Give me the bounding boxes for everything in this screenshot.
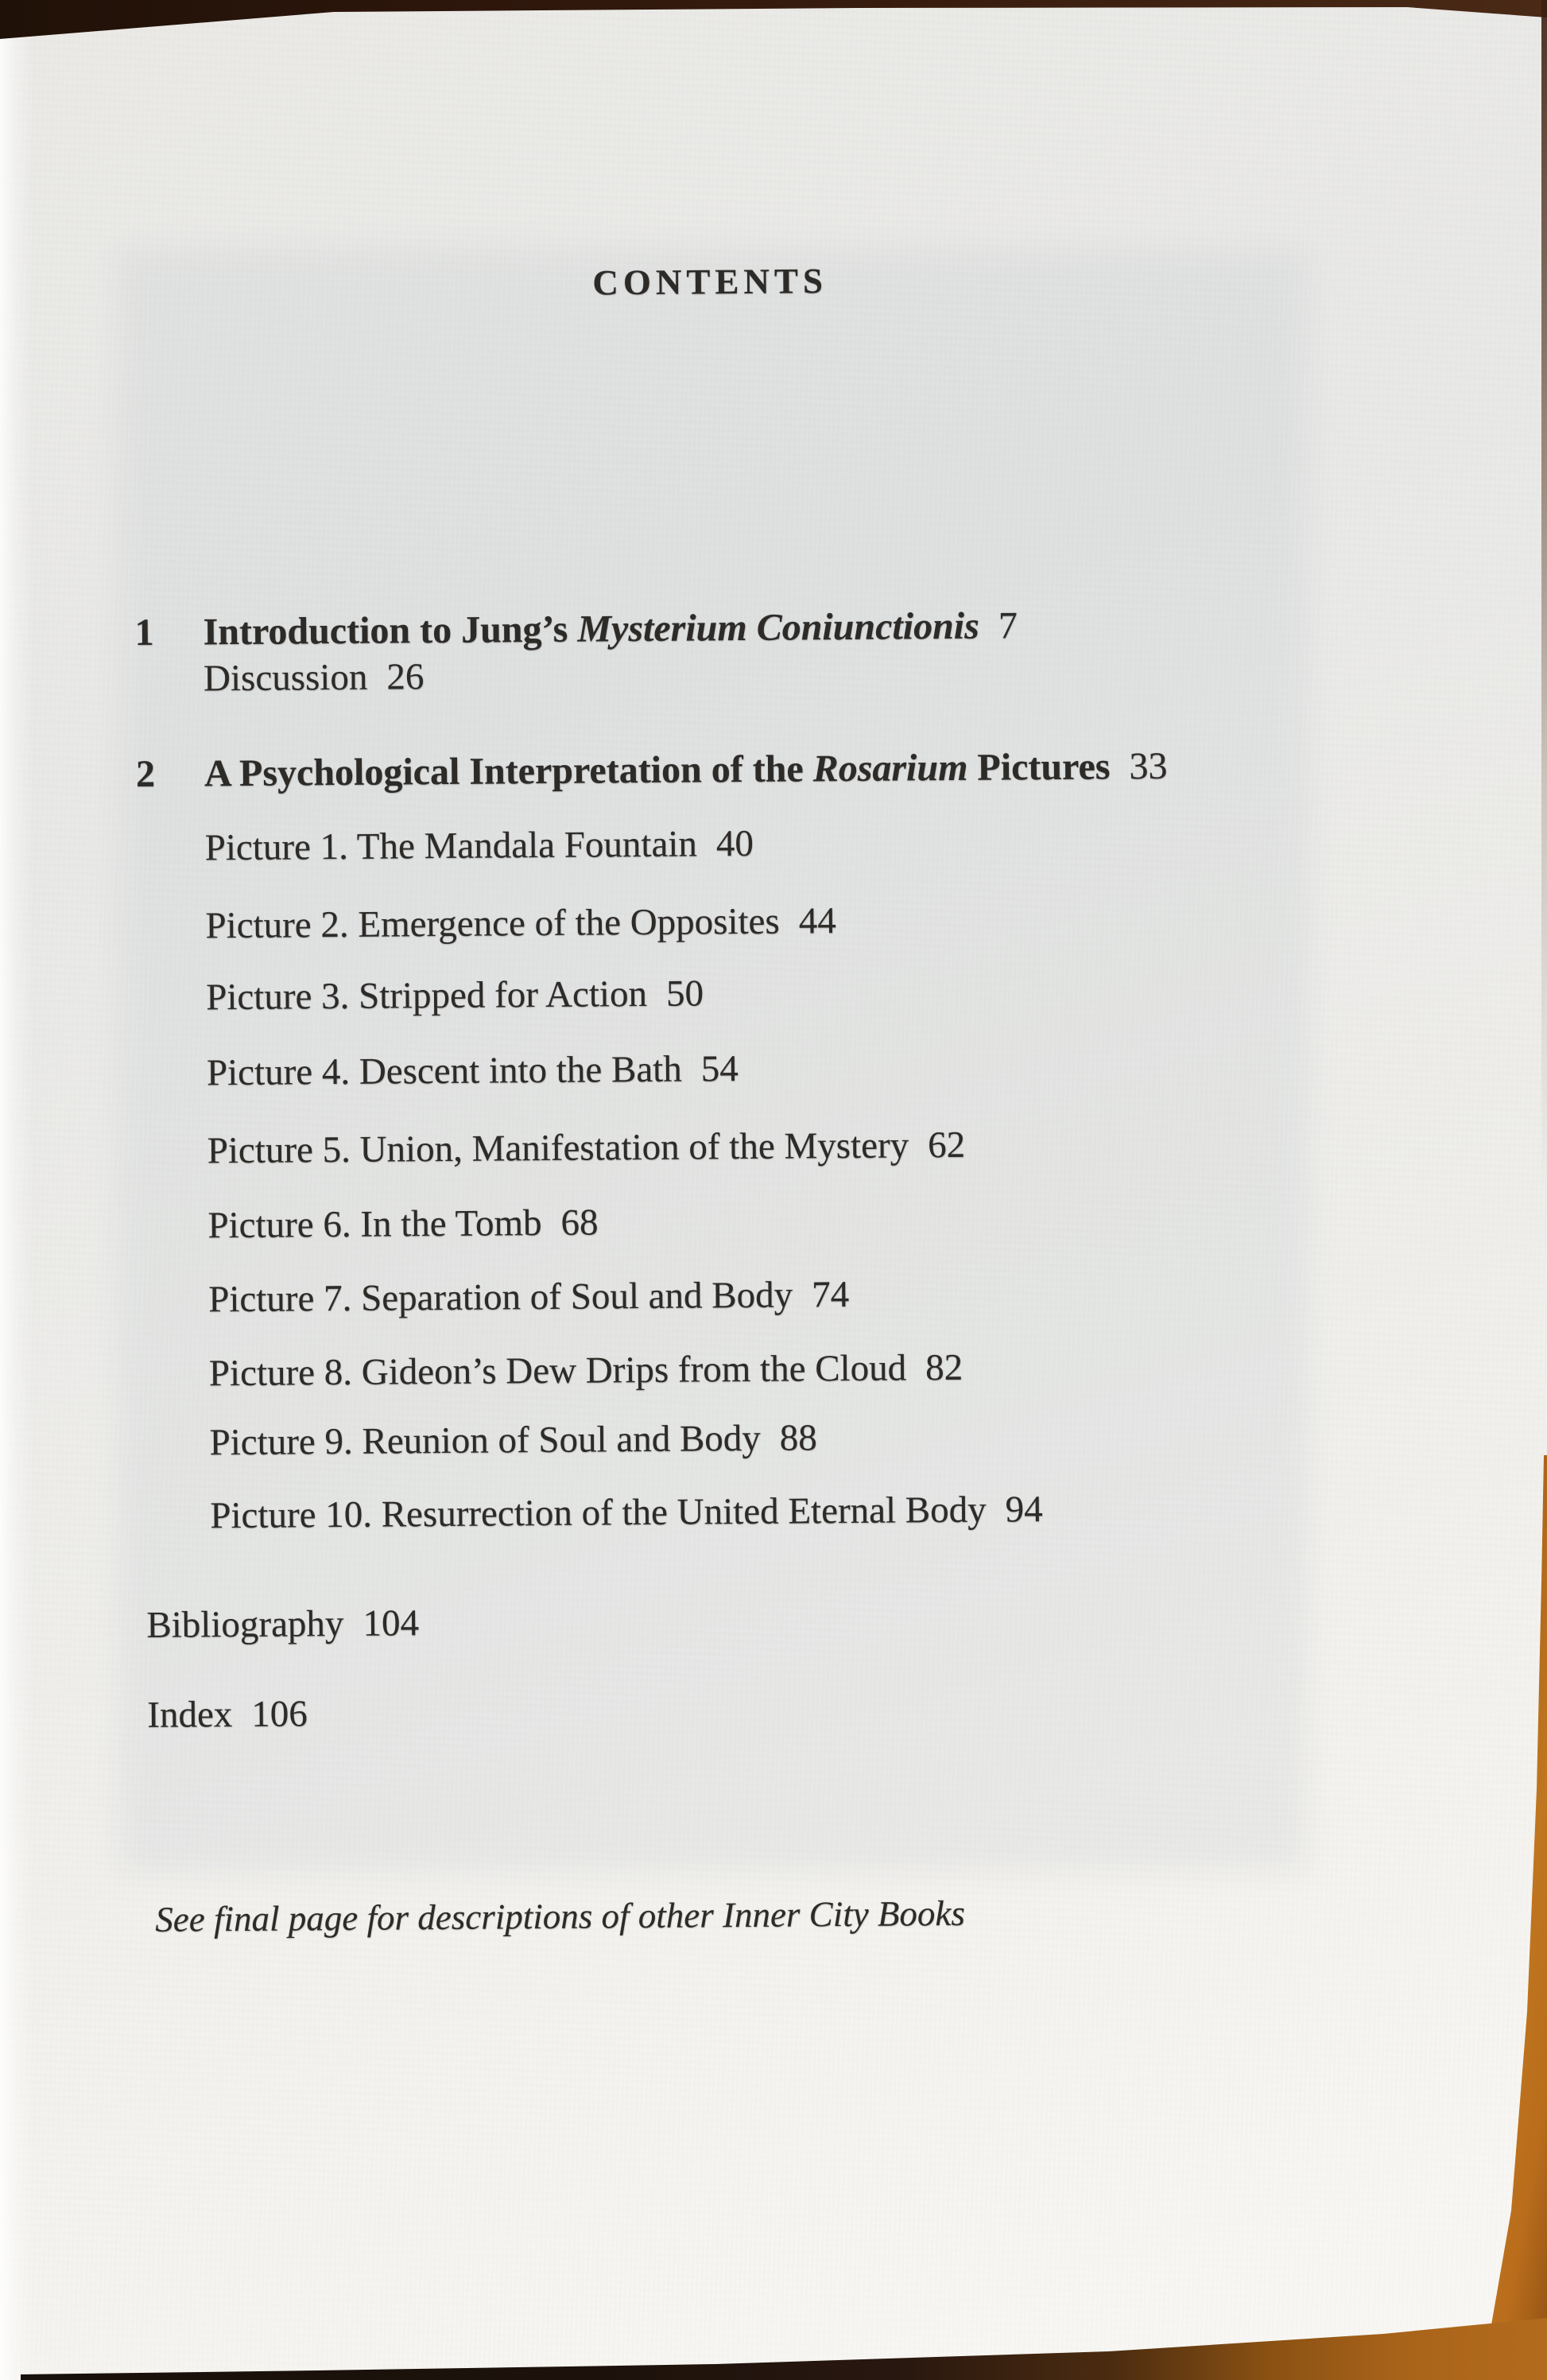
entry-label: Picture 3. Stripped for Action xyxy=(206,973,648,1019)
page-number: 26 xyxy=(386,656,425,698)
entry-label: Picture 6. In the Tomb xyxy=(207,1202,542,1247)
page-number: 88 xyxy=(779,1417,818,1459)
page-number: 33 xyxy=(1129,744,1168,788)
entry-label: Picture 8. Gideon’s Dew Drips from the Cloud xyxy=(208,1347,907,1395)
chapter-title-text: Introduction to Jung’s xyxy=(203,608,578,654)
entry-label: Picture 1. The Mandala Fountain xyxy=(204,823,698,869)
toc-entry-discussion xyxy=(204,656,425,699)
entry-label: Picture 2. Emergence of the Opposites xyxy=(205,900,780,947)
page-number: 94 xyxy=(1005,1489,1043,1531)
page-number: 7 xyxy=(998,604,1018,647)
entry-label: Index xyxy=(147,1694,233,1736)
page-number: 68 xyxy=(560,1202,599,1244)
toc-entry-picture-1 xyxy=(205,823,754,868)
page-number: 106 xyxy=(251,1693,308,1735)
page-number: 82 xyxy=(925,1346,963,1389)
page-title: CONTENTS xyxy=(592,261,828,303)
page-right-edge-shadow xyxy=(1541,0,1547,1193)
entry-label: Bibliography xyxy=(146,1602,344,1646)
chapter-number: 2 xyxy=(135,752,156,796)
page-number: 50 xyxy=(665,973,704,1015)
toc-entry-bibliography xyxy=(146,1602,419,1646)
chapter-title-italic: Mysterium Coniunctionis xyxy=(577,604,980,650)
page-number: 44 xyxy=(798,900,836,942)
toc-entry-picture-9 xyxy=(209,1417,817,1463)
entry-label: Picture 9. Reunion of Soul and Body xyxy=(209,1417,762,1464)
page-number: 104 xyxy=(363,1602,420,1644)
toc-entry-index xyxy=(147,1693,308,1736)
toc-entry-picture-10 xyxy=(210,1489,1043,1536)
page-number: 40 xyxy=(715,822,754,865)
chapter-title-italic: Rosarium xyxy=(812,746,968,790)
toc-entry-picture-5 xyxy=(207,1124,966,1171)
toc-entry-picture-3 xyxy=(206,973,704,1018)
toc-entry-picture-8 xyxy=(209,1347,963,1394)
page-number: 74 xyxy=(811,1273,850,1316)
entry-label: Picture 7. Separation of Soul and Body xyxy=(207,1274,793,1321)
toc-entry-chapter-2 xyxy=(136,746,1168,795)
chapter-number: 1 xyxy=(134,611,154,654)
entry-label: Picture 10. Resurrection of the United Eternal Body xyxy=(210,1489,987,1537)
toc-entry-picture-4 xyxy=(207,1048,739,1093)
toc-entry-picture-2 xyxy=(205,900,836,946)
chapter-title-text: A Psychological Interpretation of the xyxy=(204,747,813,795)
page-number: 54 xyxy=(700,1048,739,1090)
entry-label: Discussion xyxy=(203,656,368,700)
entry-label: Picture 4. Descent into the Bath xyxy=(206,1048,682,1094)
publisher-footnote: See final page for descriptions of other Inner City Books xyxy=(155,1893,966,1939)
toc-entry-chapter-1 xyxy=(134,605,1018,654)
chapter-title-text: Pictures xyxy=(967,745,1111,789)
toc-entry-picture-7 xyxy=(208,1274,849,1320)
entry-label: Picture 5. Union, Manifestation of the Mystery xyxy=(207,1124,909,1172)
toc-entry-picture-6 xyxy=(207,1202,598,1246)
page-number: 62 xyxy=(927,1124,966,1167)
